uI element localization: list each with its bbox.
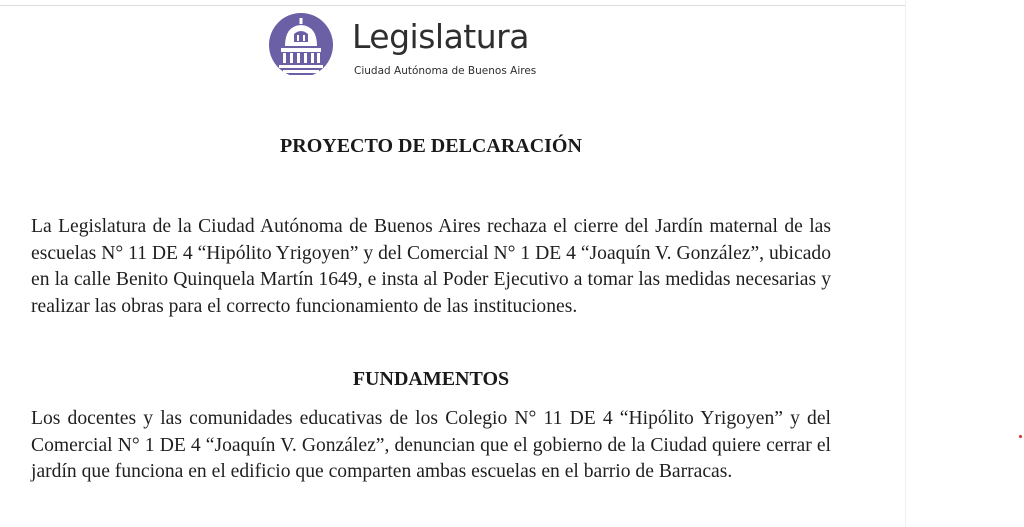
- document-title: PROYECTO DE DELCARACIÓN: [280, 135, 582, 157]
- dome-building-icon: [268, 12, 334, 84]
- page-top-edge: [0, 0, 905, 6]
- section-heading-fundamentos: FUNDAMENTOS: [352, 368, 510, 390]
- legislatura-logo: [268, 12, 568, 90]
- declaration-paragraph: La Legislatura de la Ciudad Autónoma de Buenos Aires rechaza el cierre del Jardín maternal de las escuelas N° 11 DE 4 “Hipólito Yrigoyen” y del Comercial N° 1 DE 4 “Joaquín V. González”, ubicado en la calle Benito Quinquela Martín 1649, e insta al Poder Ejecutivo a tomar las medidas necesarias y realizar las obras para el correcto funcionamiento de las instituciones.: [31, 216, 831, 317]
- red-marker-dot: [1019, 435, 1022, 438]
- page-right-edge: [905, 0, 906, 527]
- fundamentos-paragraph: Los docentes y las comunidades educativas de los Colegio N° 11 DE 4 “Hipólito Yrigoyen” y del Comercial N° 1 DE 4 “Joaquín V. González”, denuncian que el gobierno de la Ciudad quiere cerrar el jardín que funciona en el edificio que comparten ambas escuelas en el barrio de Barracas.: [31, 408, 831, 482]
- logo-subtitle: Ciudad Autónoma de Buenos Aires: [354, 65, 537, 77]
- logo-title: Legislatura: [352, 17, 529, 56]
